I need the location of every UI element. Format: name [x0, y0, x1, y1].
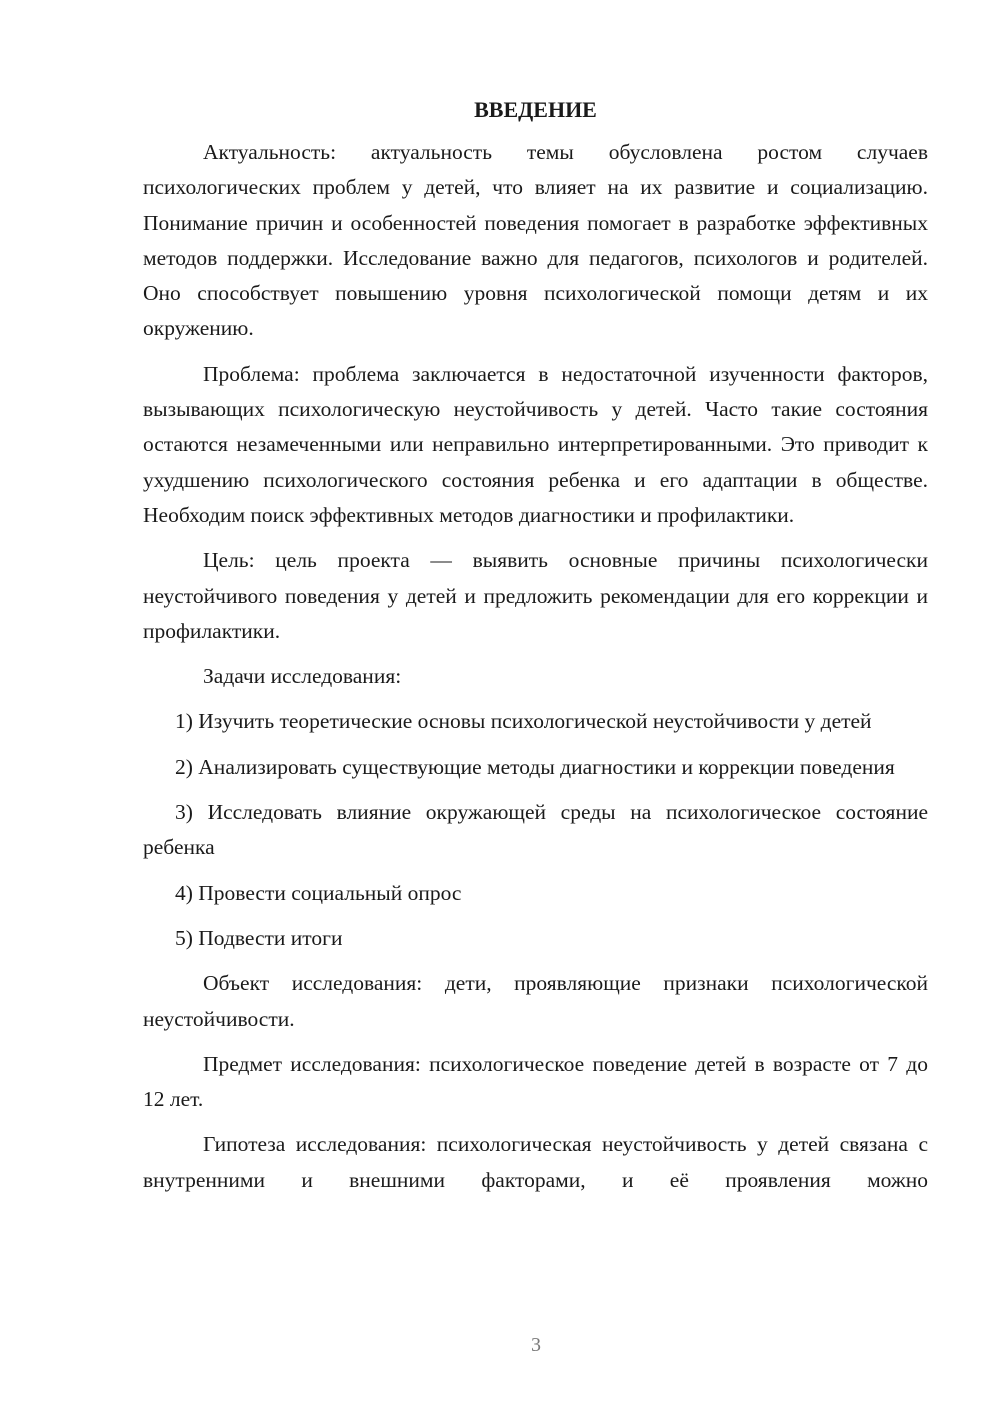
section-title: ВВЕДЕНИЕ: [474, 97, 597, 122]
subject-paragraph: Предмет исследования: психологическое поведение детей в возрасте от 7 до 12 лет.: [143, 1051, 928, 1112]
task-item-1: 1) Изучить теоретические основы психологической неустойчивости у детей: [175, 709, 872, 734]
document-page: [143, 94, 928, 1208]
task-item-2: 2) Анализировать существующие методы диагностики и коррекции поведения: [175, 754, 895, 779]
task-item-4: 4) Провести социальный опрос: [175, 880, 462, 905]
page-number: 3: [531, 1334, 541, 1356]
tasks-heading: Задачи исследования:: [203, 664, 402, 689]
problem-paragraph: Проблема: проблема заключается в недостаточной изученности факторов, вызывающих психологическую неустойчивость у детей. Часто такие состояния остаются незамеченными или неправильно интерпретированными. Это приводит к ухудшению психологического состояния ребенка и его адаптации в обществе. Необходим поиск эффективных методов диагностики и профилактики.: [143, 361, 928, 527]
hypothesis-paragraph: Гипотеза исследования: психологическая неустойчивость у детей связана с внутренними и внешними факторами, и её проявления можно: [143, 1132, 928, 1192]
goal-paragraph: Цель: цель проекта — выявить основные причины психологически неустойчивого поведения у детей и предложить рекомендации для его коррекции и профилактики.: [143, 548, 928, 643]
task-item-3: 3) Исследовать влияние окружающей среды на психологическое состояние ребенка: [143, 800, 928, 860]
object-paragraph: Объект исследования: дети, проявляющие признаки психологической неустойчивости.: [143, 971, 928, 1031]
task-item-5: 5) Подвести итоги: [175, 925, 343, 950]
relevance-paragraph: Актуальность: актуальность темы обусловлена ростом случаев психологических проблем у детей, что влияет на их развитие и социализацию. Понимание причин и особенностей поведения помогает в разработке эффективных методов поддержки. Исследование важно для педагогов, психологов и родителей. Оно способствует повышению уровня психологической помощи детям и их окружению.: [143, 140, 928, 341]
